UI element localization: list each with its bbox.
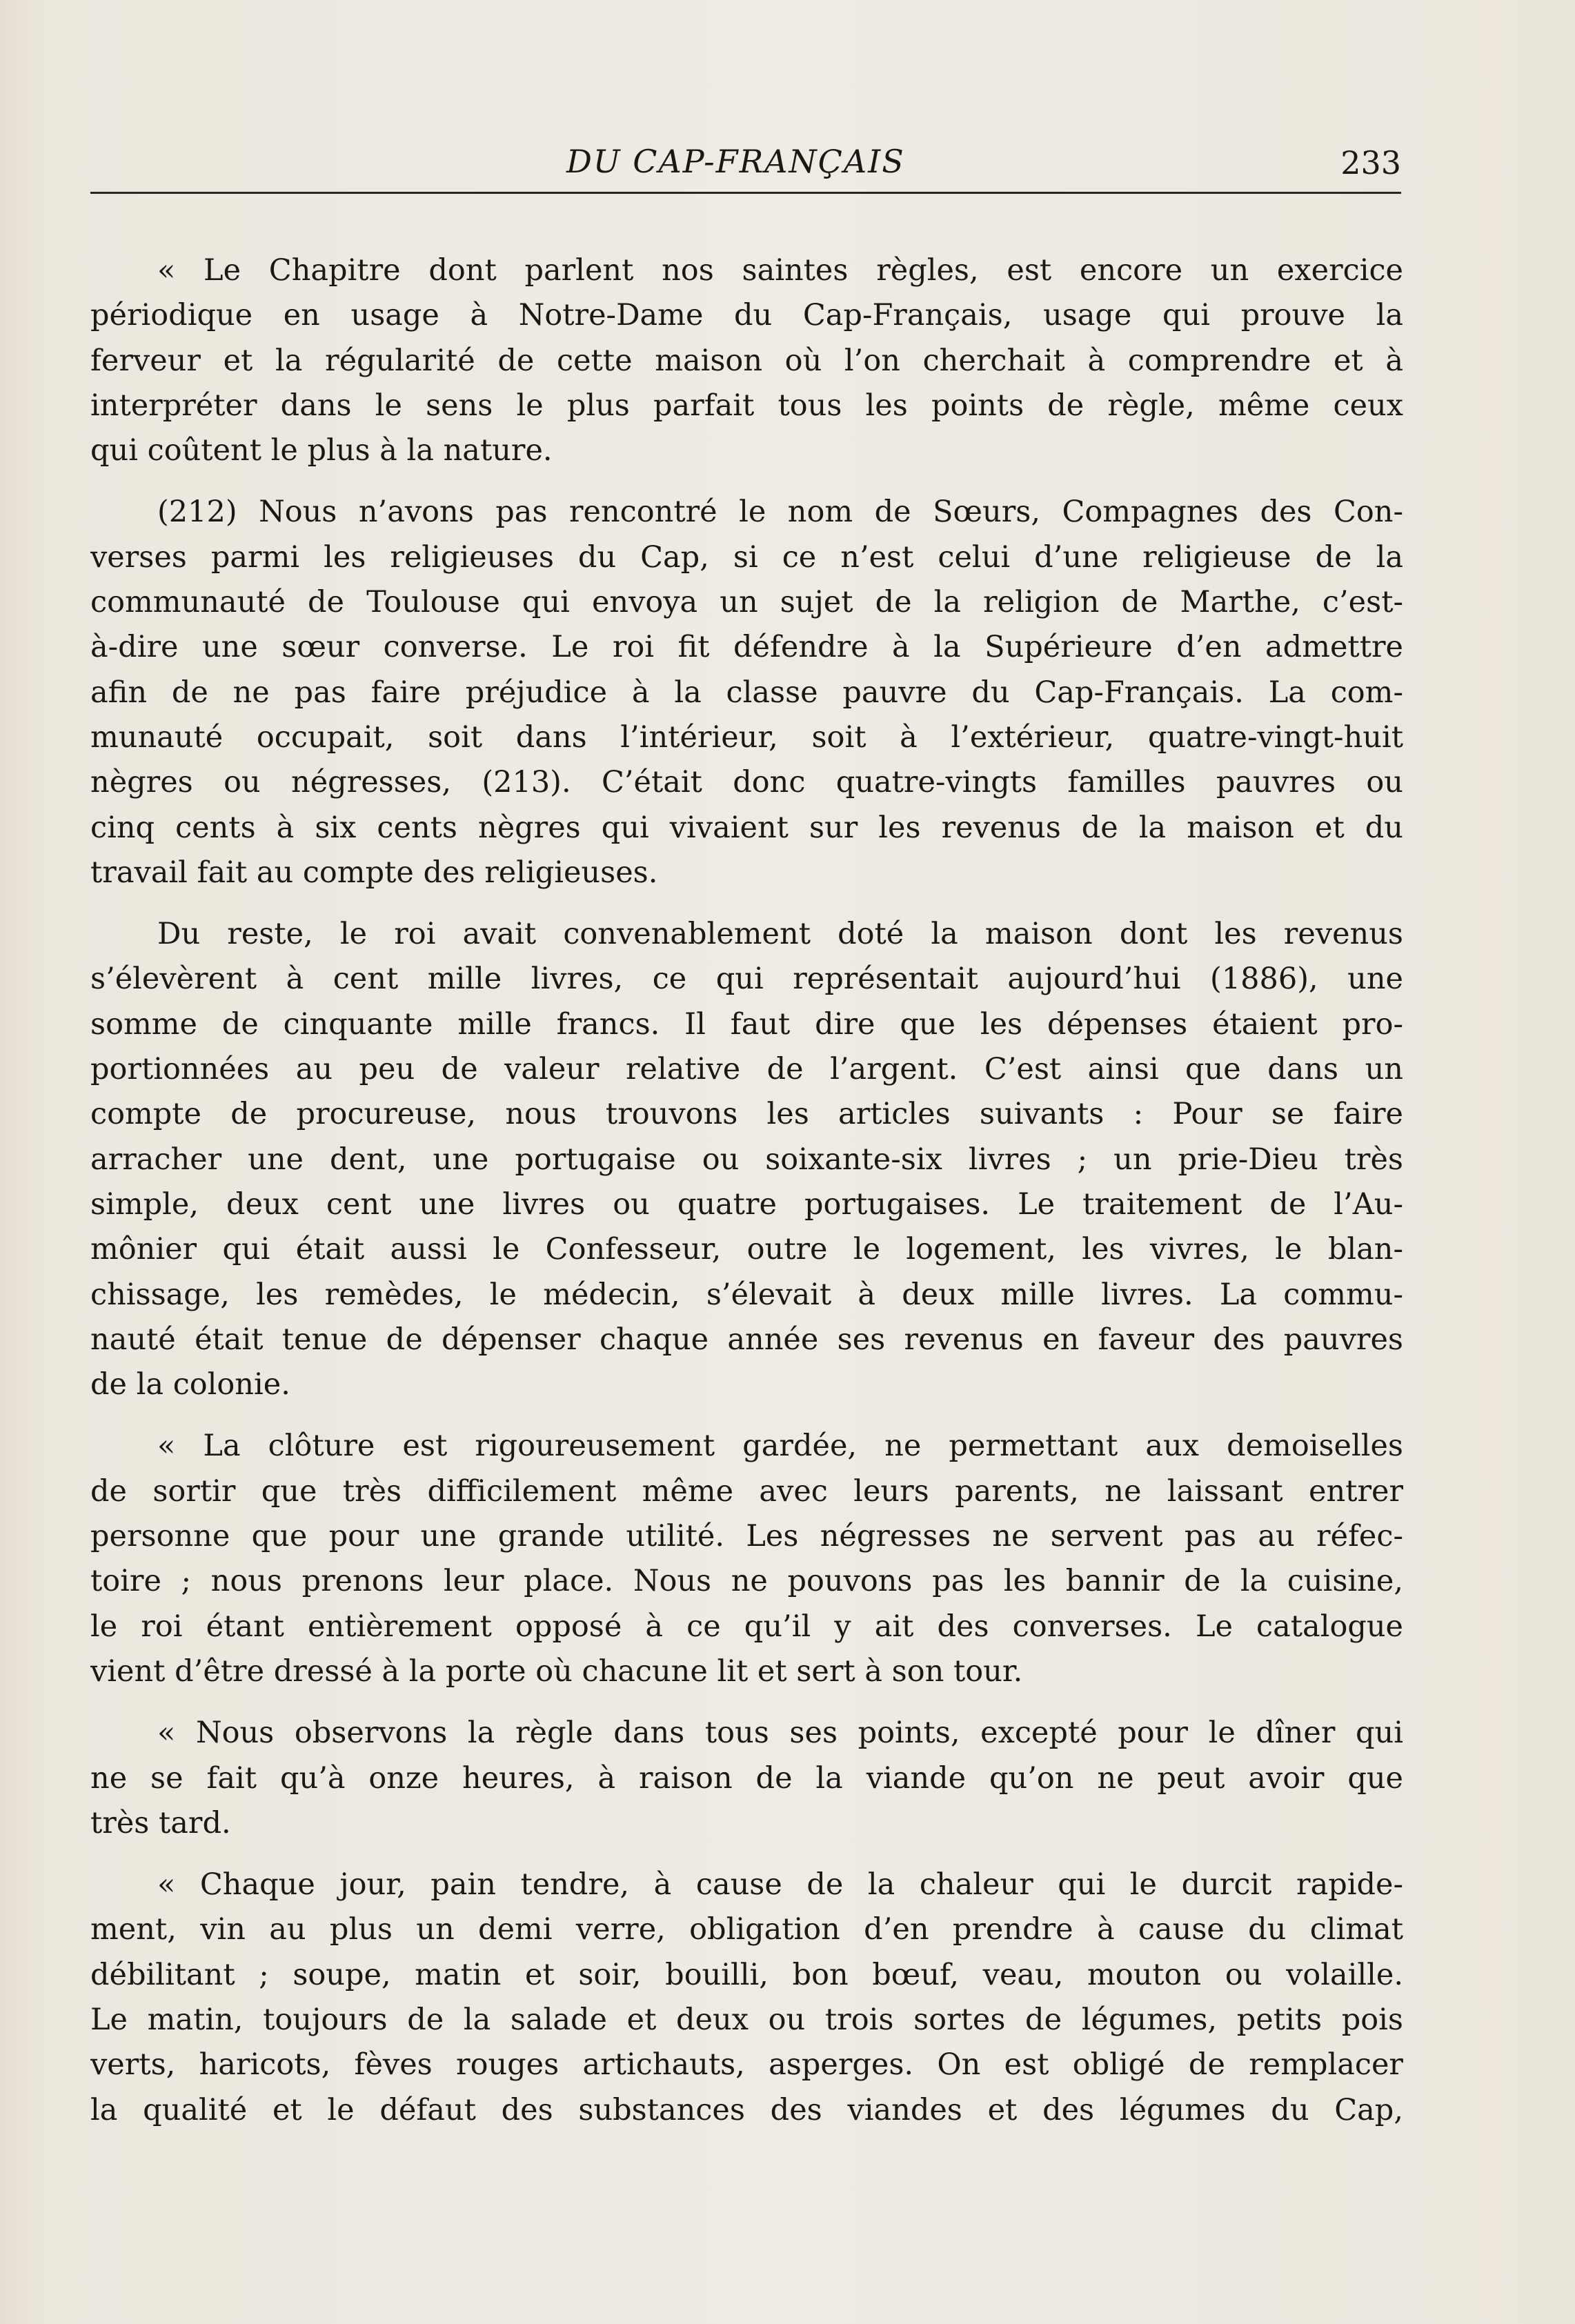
- text-line: munauté occupait, soit dans l’intérieur, soit à l’extérieur, quatre-vingt-huit: [90, 719, 1403, 755]
- text-line: simple, deux cent une livres ou quatre portugaises. Le traitement de l’Au-: [90, 1186, 1403, 1222]
- paragraph: [90, 1863, 1403, 2133]
- text-line: verts, haricots, fèves rouges artichauts, asperges. On est obligé de remplacer: [90, 2047, 1403, 2083]
- text-line: ferveur et la régularité de cette maison où l’on cherchait à comprendre et à: [90, 343, 1403, 378]
- text-line: débilitant ; soupe, matin et soir, bouilli, bon bœuf, veau, mouton ou volaille.: [90, 1957, 1403, 1992]
- text-line: arracher une dent, une portugaise ou soixante-six livres ; un prie-Dieu très: [90, 1142, 1403, 1177]
- text-line: Le matin, toujours de la salade et deux ou trois sortes de légumes, petits pois: [90, 2002, 1403, 2037]
- text-line: communauté de Toulouse qui envoya un sujet de la religion de Marthe, c’est-: [90, 585, 1403, 620]
- text-line: (212) Nous n’avons pas rencontré le nom de Sœurs, Compagnes des Con-: [157, 495, 1403, 530]
- paragraph: [90, 1424, 1403, 1694]
- text-line: chissage, les remèdes, le médecin, s’élevait à deux mille livres. La commu-: [90, 1277, 1403, 1312]
- text-line: verses parmi les religieuses du Cap, si ce n’est celui d’une religieuse de la: [90, 539, 1403, 575]
- text-line: « Chaque jour, pain tendre, à cause de la chaleur qui le durcit rapide-: [157, 1867, 1403, 1903]
- text-line: vient d’être dressé à la porte où chacune lit et sert à son tour.: [90, 1653, 1023, 1689]
- paragraph: [90, 490, 1403, 895]
- text-line: personne que pour une grande utilité. Les négresses ne servent pas au réfec-: [90, 1519, 1403, 1554]
- text-line: nègres ou négresses, (213). C’était donc quatre-vingts familles pauvres ou: [90, 765, 1403, 800]
- text-line: à-dire une sœur converse. Le roi fit défendre à la Supérieure d’en admettre: [90, 630, 1403, 665]
- text-line: interpréter dans le sens le plus parfait tous les points de règle, même ceux: [90, 388, 1403, 423]
- text-line: cinq cents à six cents nègres qui vivaient sur les revenus de la maison et du: [90, 810, 1403, 845]
- text-line: ne se fait qu’à onze heures, à raison de la viande qu’on ne peut avoir que: [90, 1760, 1403, 1796]
- text-line: afin de ne pas faire préjudice à la classe pauvre du Cap-Français. La com-: [90, 675, 1403, 710]
- text-line: nauté était tenue de dépenser chaque année ses revenus en faveur des pauvres: [90, 1322, 1403, 1357]
- text-line: « Le Chapitre dont parlent nos saintes règles, est encore un exercice: [157, 253, 1403, 288]
- text-line: s’élevèrent à cent mille livres, ce qui représentait aujourd’hui (1886), une: [90, 962, 1403, 997]
- text-line: « La clôture est rigoureusement gardée, ne permettant aux demoiselles: [157, 1429, 1403, 1464]
- running-title: DU CAP-FRANÇAIS: [566, 143, 905, 180]
- body-text: [90, 248, 1403, 2133]
- text-line: ment, vin au plus un demi verre, obligation d’en prendre à cause du climat: [90, 1912, 1403, 1947]
- text-line: portionnées au peu de valeur relative de l’argent. C’est ainsi que dans un: [90, 1052, 1403, 1087]
- text-line: Du reste, le roi avait convenablement doté la maison dont les revenus: [157, 917, 1403, 952]
- text-line: de sortir que très difficilement même avec leurs parents, ne laissant entrer: [90, 1473, 1403, 1509]
- text-line: très tard.: [90, 1805, 231, 1840]
- text-line: toire ; nous prenons leur place. Nous ne pouvons pas les bannir de la cuisine,: [90, 1564, 1403, 1599]
- paragraph: [90, 912, 1403, 1407]
- text-line: somme de cinquante mille francs. Il faut dire que les dépenses étaient pro-: [90, 1006, 1403, 1042]
- paragraph: [90, 1711, 1403, 1846]
- header-rule: [90, 192, 1401, 194]
- text-line: le roi étant entièrement opposé à ce qu’il y ait des converses. Le catalogue: [90, 1609, 1403, 1644]
- text-line: périodique en usage à Notre-Dame du Cap-Français, usage qui prouve la: [90, 298, 1403, 333]
- text-line: la qualité et le défaut des substances des viandes et des légumes du Cap,: [90, 2092, 1403, 2127]
- text-line: « Nous observons la règle dans tous ses points, excepté pour le dîner qui: [157, 1716, 1403, 1751]
- running-header: [90, 135, 1401, 190]
- text-line: de la colonie.: [90, 1367, 290, 1402]
- text-line: qui coûtent le plus à la nature.: [90, 433, 553, 468]
- text-line: mônier qui était aussi le Confesseur, outre le logement, les vivres, le blan-: [90, 1232, 1403, 1267]
- text-line: compte de procureuse, nous trouvons les articles suivants : Pour se faire: [90, 1097, 1403, 1132]
- page-number: 233: [1340, 144, 1401, 181]
- paragraph: [90, 248, 1403, 473]
- text-line: travail fait au compte des religieuses.: [90, 855, 658, 890]
